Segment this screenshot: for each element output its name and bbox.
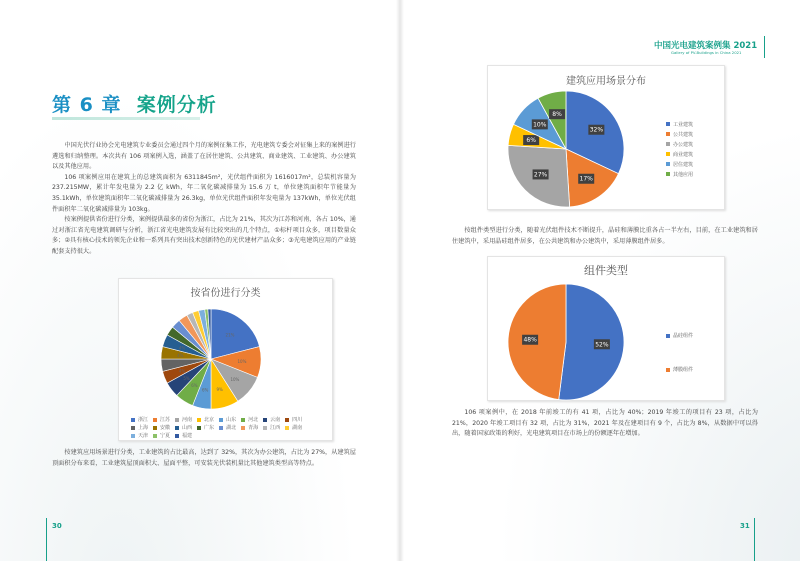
legend-swatch (175, 434, 179, 438)
page-number: 30 (52, 522, 62, 530)
legend-item (131, 424, 148, 431)
data-label: 4% (177, 353, 184, 359)
legend-item (175, 424, 192, 431)
legend-label: 云南 (270, 417, 281, 423)
legend-item (263, 424, 280, 431)
legend-item (153, 416, 170, 423)
bottom-text (52, 448, 356, 469)
legend-item (241, 416, 258, 423)
legend-label: 青海 (248, 425, 259, 431)
legend-label: 公共建筑 (673, 131, 694, 138)
legend-item (666, 119, 693, 129)
legend-swatch (666, 162, 670, 166)
legend-label: 办公建筑 (673, 141, 694, 148)
legend-swatch (666, 142, 670, 146)
legend-item (175, 416, 192, 423)
data-label: 32% (589, 126, 604, 134)
legend-swatch (131, 426, 135, 430)
data-label: 27% (533, 171, 548, 179)
legend-label: 湖北 (226, 425, 237, 431)
component-chart (487, 256, 725, 401)
legend-label: 四川 (292, 417, 303, 423)
legend-swatch (666, 132, 670, 136)
legend-item (197, 424, 214, 431)
legend-item (666, 129, 693, 139)
legend-item (219, 424, 236, 431)
pie-chart (488, 86, 638, 211)
legend-item (219, 416, 236, 423)
component-text (452, 226, 758, 247)
legend-swatch (285, 426, 289, 430)
chapter-number: 第 6 章 (52, 94, 122, 116)
title-underline (52, 117, 200, 120)
legend-swatch (131, 418, 135, 422)
legend-item (131, 432, 148, 439)
legend-label: 上海 (138, 425, 149, 431)
legend-label: 江西 (270, 425, 281, 431)
paragraph: 按组件类型进行分类，随着光伏组件技术不断提升，晶硅和薄膜比重各占一半左右，目前，在工业建筑和居住建筑中，采用晶硅组件居多，在公共建筑和办公建筑中，采用薄膜组件居多。 (452, 227, 758, 245)
pie-chart (119, 299, 334, 419)
legend-item (666, 149, 693, 159)
legend-swatch (131, 434, 135, 438)
legend-item (197, 416, 214, 423)
legend-swatch (666, 334, 670, 338)
legend-swatch (153, 418, 157, 422)
page-line (754, 518, 755, 561)
data-label: 6% (191, 383, 198, 389)
chart-title: 组件类型 (584, 264, 628, 277)
right-page (400, 0, 800, 561)
paragraph: 按案例提供省份进行分类，案例提供最多的省份为浙江，占比为 21%，其次为江苏和河南，各占 10%，通过对浙江省光电建筑调研与分析，浙江省光电建筑发展有比较突出的几个特点，①标杆项目众多，项目数量众多；②具有核心技术的领先企业和一系列具有突出技术创新特色的光伏建材产品众多；③光电建筑应用的产业链配套支持很大。 (52, 216, 356, 255)
legend-swatch (241, 426, 245, 430)
legend-label: 工业建筑 (673, 121, 694, 128)
legend-label: 湖南 (292, 425, 303, 431)
data-label: 5% (183, 376, 190, 382)
data-label: 21% (225, 332, 235, 338)
legend-swatch (241, 418, 245, 422)
legend-swatch (666, 368, 670, 372)
province-chart (118, 278, 333, 441)
legend-item (131, 416, 148, 423)
legend-label: 广东 (204, 425, 215, 431)
legend-item (241, 424, 258, 431)
data-label: 52% (595, 341, 609, 349)
legend-item (285, 424, 302, 431)
legend-label: 商业建筑 (673, 151, 694, 158)
legend-label: 山东 (226, 417, 237, 423)
data-label: 9% (216, 386, 223, 392)
legend-item (666, 169, 693, 179)
data-label: 4% (178, 368, 186, 374)
paragraph: 按建筑应用场景进行分类，工业建筑的占比最高，达到了 32%，其次为办公建筑，占比为 27%，从建筑屋顶面积分布来看，工业建筑屋顶面积大、屋面平整，可安装光伏装机量比其他建筑类型高等特点。 (52, 449, 356, 467)
legend-swatch (153, 434, 157, 438)
legend-swatch (285, 418, 289, 422)
legend-label: 居住建筑 (673, 161, 694, 168)
data-label: 4% (178, 345, 186, 351)
chart-legend (131, 416, 311, 439)
legend-label: 其他应用 (673, 171, 694, 178)
legend-item (666, 139, 693, 149)
legend-item (666, 319, 693, 353)
legend-swatch (197, 418, 201, 422)
legend-label: 福建 (182, 433, 193, 439)
legend-item (263, 416, 280, 423)
legend-swatch (666, 152, 670, 156)
chart-legend (666, 119, 693, 179)
page-line (46, 518, 47, 561)
data-label: 8% (552, 111, 562, 119)
legend-item (666, 159, 693, 169)
chart-legend (666, 319, 693, 387)
legend-swatch (219, 418, 223, 422)
data-label: 10% (230, 376, 240, 382)
intro-text (52, 141, 356, 258)
legend-swatch (175, 426, 179, 430)
header-line (764, 36, 765, 58)
pie-chart (488, 277, 638, 402)
legend-label: 河南 (182, 417, 193, 423)
data-label: 17% (579, 175, 593, 183)
legend-swatch (263, 426, 267, 430)
legend-swatch (666, 122, 670, 126)
chart-title: 建筑应用场景分布 (566, 76, 646, 87)
chapter-title (52, 90, 217, 117)
data-label: 6% (202, 387, 209, 393)
book-gutter (396, 0, 404, 561)
legend-label: 宁夏 (160, 433, 171, 439)
chapter-name: 案例分析 (136, 94, 217, 116)
paragraph: 106 项案例应用在建筑上的总建筑面积为 6311845m²，光伏组件面积为 1616017m²，总装机容量为 237.215MW，累计年发电量为 2.2 亿 kWh，年二氧化碳减排量为 15.6 万 t，单位建筑面积年节能量为 35.1kWh，单位建筑面积年二氧化碳减排量为 26.3kg，单位光伏组件面积年发电量为 137kWh，单位光伏组件面积年二氧化碳减排量为 103kg。 (52, 173, 356, 213)
legend-swatch (153, 426, 157, 430)
legend-item (153, 432, 170, 439)
legend-label: 安徽 (160, 425, 171, 431)
legend-swatch (666, 172, 670, 176)
data-label: 10% (533, 121, 547, 129)
legend-item (175, 432, 192, 439)
legend-label: 北京 (204, 417, 215, 423)
legend-swatch (197, 426, 201, 430)
legend-label: 薄膜组件 (673, 367, 694, 373)
chart-title: 按省份进行分类 (190, 288, 261, 299)
legend-label: 山西 (182, 425, 193, 431)
legend-item (285, 416, 302, 423)
legend-label: 河北 (248, 417, 259, 423)
legend-label: 天津 (138, 433, 149, 439)
data-label: 10% (237, 358, 247, 364)
data-label: 48% (523, 336, 537, 344)
brand-subtitle: Gallery of PV-Buildings in China 2021 (671, 50, 742, 55)
scene-chart (487, 65, 725, 210)
data-label: 4% (177, 360, 184, 366)
page-number: 31 (740, 522, 750, 530)
legend-item (153, 424, 170, 431)
year-text (452, 408, 758, 440)
legend-swatch (175, 418, 179, 422)
brand-title: 中国光电建筑案例集 2021 (654, 41, 758, 51)
paragraph: 106 项案例中，在 2018 年前竣工的有 41 项，占比为 40%；2019 年竣工的项目有 23 项，占比为 21%，2020 年竣工项目有 32 项，占比为 31%，2021 年及在建项目有 9 个，占比为 8%，从数据中可以得出，随着国家政策的利好，光电建筑项目在市场上的份额逐年在增加。 (452, 409, 758, 438)
legend-item (666, 353, 693, 387)
legend-swatch (263, 418, 267, 422)
legend-swatch (219, 426, 223, 430)
legend-label: 浙江 (138, 417, 149, 423)
paragraph: 中国光伏行业协会光电建筑专业委员会通过四个月的案例征集工作，光电建筑专委会对征集上来的案例进行遴选和归纳整理。本次共有 106 项案例入选，涵盖了在居住建筑、公共建筑、商业建筑、工业建筑、办公建筑以及其他应用。 (52, 142, 356, 171)
pie-slice-晶硅组件 (559, 284, 624, 400)
legend-label: 晶硅组件 (673, 333, 694, 339)
data-label: 6% (526, 137, 536, 145)
legend-label: 江苏 (160, 417, 171, 423)
